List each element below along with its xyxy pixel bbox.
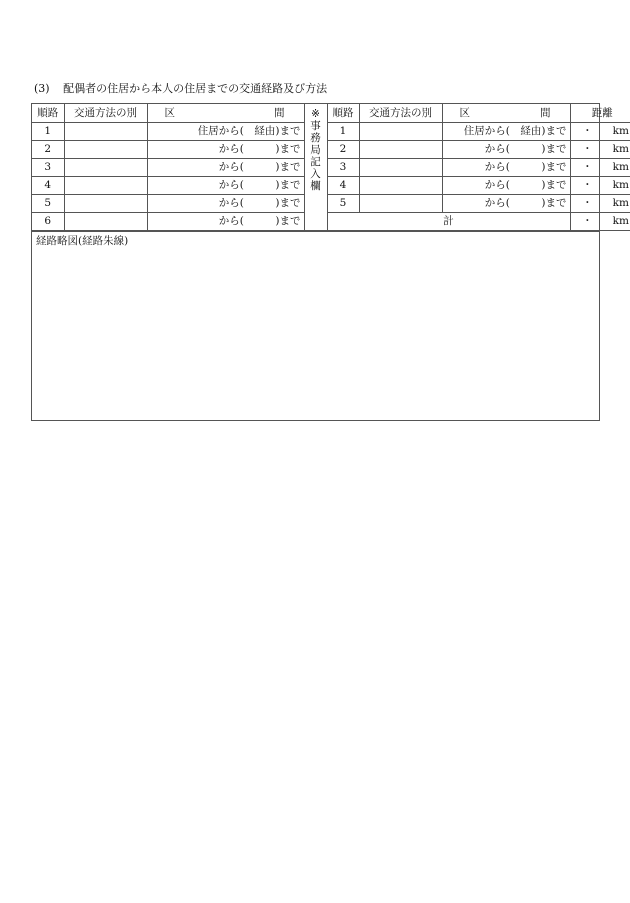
section-title: 配偶者の住居から本人の住居までの交通経路及び方法 [63,82,328,95]
decimal-point: ・ [582,197,593,209]
route-map-drawing-space[interactable] [36,247,595,429]
section-field[interactable]: 住居から( 経由)まで [147,122,304,140]
order-cell: 5 [32,194,64,212]
header-section-a: 区 [164,106,175,119]
decimal-point: ・ [582,179,593,191]
order-cell-office: 4 [327,176,359,194]
section-field[interactable]: から( )まで [147,212,304,230]
order-cell-office: 2 [327,140,359,158]
distance-field[interactable] [570,194,630,212]
method-field[interactable] [64,176,147,194]
table-row [32,158,630,176]
method-field-office[interactable] [359,122,442,140]
section-number: (3) [34,82,50,95]
table-row [32,140,630,158]
header-order-office: 順路 [327,104,359,122]
table-row [32,212,630,230]
section-field[interactable]: から( )まで [147,140,304,158]
order-cell: 1 [32,122,64,140]
office-label-char: 欄 [310,180,321,192]
distance-field[interactable] [570,158,630,176]
section-field[interactable]: から( )まで [147,194,304,212]
method-field[interactable] [64,212,147,230]
header-order: 順路 [32,104,64,122]
decimal-point: ・ [582,143,593,155]
method-field[interactable] [64,122,147,140]
decimal-point: ・ [582,215,593,227]
order-cell: 3 [32,158,64,176]
order-cell-office: 3 [327,158,359,176]
distance-field[interactable] [570,176,630,194]
order-cell: 6 [32,212,64,230]
header-method: 交通方法の別 [64,104,147,122]
distance-field[interactable] [570,140,630,158]
decimal-point: ・ [582,161,593,173]
office-label-char: ※ [311,108,320,120]
section-field-office[interactable]: から( )まで [442,140,570,158]
km-unit: km [612,125,629,137]
office-label-char: 務 [310,132,321,144]
route-map-label: 経路略図(経路朱線) [36,234,129,247]
distance-field[interactable] [570,122,630,140]
method-field-office[interactable] [359,158,442,176]
total-distance-field[interactable] [570,212,630,230]
order-cell-office: 5 [327,194,359,212]
km-unit: km [612,179,629,191]
decimal-point: ・ [582,125,593,137]
order-cell-office: 1 [327,122,359,140]
table-row [32,122,630,140]
km-unit: km [612,197,629,209]
section-field-office[interactable]: から( )まで [442,176,570,194]
header-section [147,104,304,122]
section-field-office[interactable]: 住居から( 経由)まで [442,122,570,140]
method-field[interactable] [64,158,147,176]
method-field[interactable] [64,194,147,212]
office-label-char: 事 [310,120,321,132]
section-field[interactable]: から( )まで [147,176,304,194]
section-field-office[interactable]: から( )まで [442,194,570,212]
method-field-office[interactable] [359,194,442,212]
method-field-office[interactable] [359,140,442,158]
route-map-area[interactable] [32,231,599,420]
header-section-b: 間 [540,106,551,119]
total-label: 計 [327,212,570,230]
km-unit: km [612,143,629,155]
section-field-office[interactable]: から( )まで [442,158,570,176]
header-section-a: 区 [459,106,470,119]
route-form [31,103,629,421]
method-field-office[interactable] [359,176,442,194]
km-unit: km [612,215,629,227]
method-field[interactable] [64,140,147,158]
table-row [32,176,630,194]
header-section-office [442,104,570,122]
header-method-office: 交通方法の別 [359,104,442,122]
office-use-label [304,104,327,230]
section-heading [34,82,327,95]
header-row [32,104,630,122]
km-unit: km [612,161,629,173]
order-cell: 2 [32,140,64,158]
route-table [32,104,630,231]
office-label-char: 記 [310,156,321,168]
table-row [32,194,630,212]
header-distance: 距離 [570,104,630,122]
office-label-char: 局 [310,144,321,156]
office-label-char: 入 [310,168,321,180]
order-cell: 4 [32,176,64,194]
section-field[interactable]: から( )まで [147,158,304,176]
header-section-b: 間 [274,106,285,119]
